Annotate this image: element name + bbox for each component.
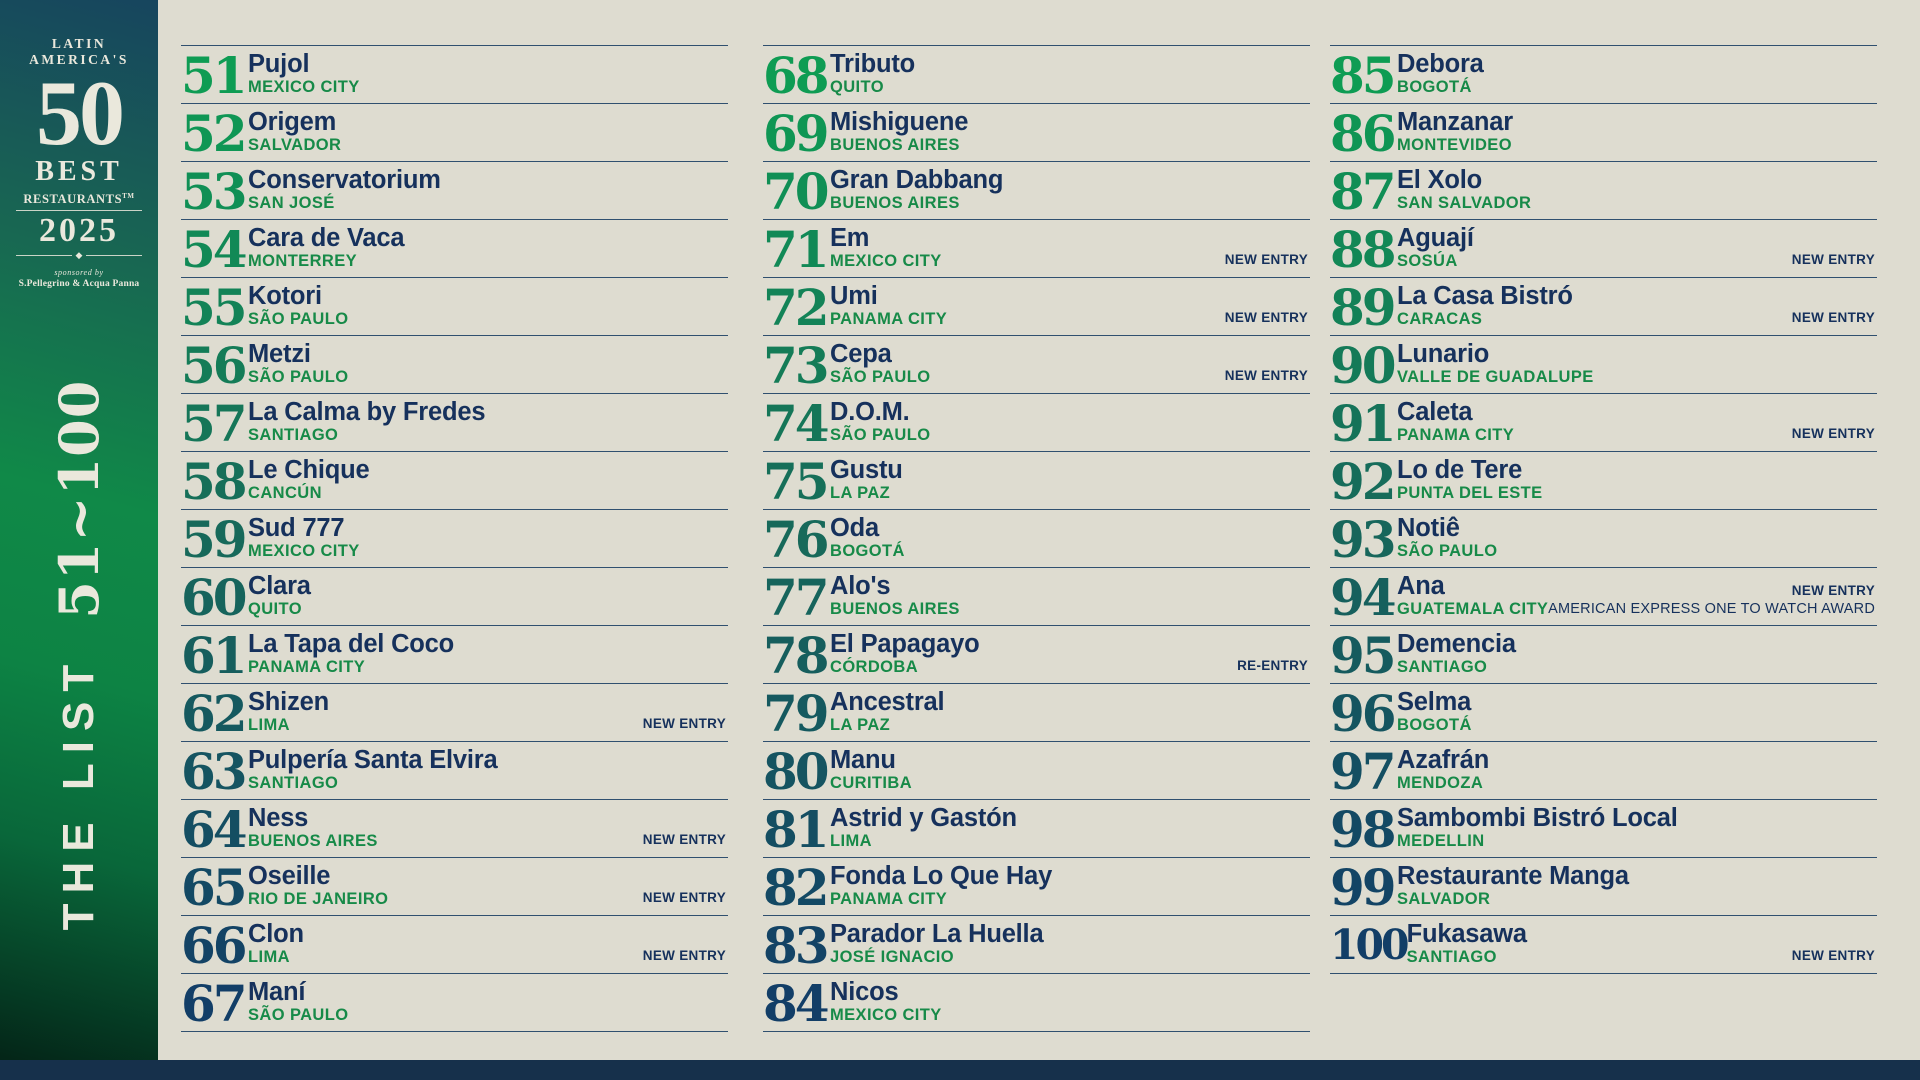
entry-info <box>1397 336 1594 393</box>
restaurant-city: BUENOS AIRES <box>830 194 960 212</box>
ornament-line-left <box>16 255 72 256</box>
entry-info <box>1397 626 1516 683</box>
list-item <box>1330 915 1877 973</box>
restaurant-name: Kotori <box>248 282 322 310</box>
entry-info <box>248 974 348 1031</box>
entry-info <box>248 220 404 277</box>
restaurant-name: Sud 777 <box>248 514 345 542</box>
rank-number: 69 <box>763 104 827 163</box>
entry-badge: NEW ENTRY <box>642 716 726 731</box>
list-item <box>763 509 1310 567</box>
list-item <box>1330 161 1877 219</box>
restaurant-name: D.O.M. <box>830 398 910 426</box>
restaurant-name: Lunario <box>1397 340 1490 368</box>
entry-info <box>248 858 388 915</box>
restaurant-city: MEXICO CITY <box>830 1006 942 1024</box>
list-item <box>763 567 1310 625</box>
entry-info <box>248 684 329 741</box>
rank-number: 82 <box>763 858 827 917</box>
restaurant-name: Debora <box>1397 50 1484 78</box>
rank-number: 89 <box>1330 278 1394 337</box>
list-item <box>763 277 1310 335</box>
entry-badge: NEW ENTRY <box>1791 948 1875 963</box>
logo-restaurants-text: RESTAURANTS <box>23 192 123 207</box>
rank-number: 73 <box>763 336 827 395</box>
rank-number: 79 <box>763 684 827 743</box>
restaurant-name: Oseille <box>248 862 331 890</box>
restaurant-name: Gran Dabbang <box>830 166 1004 194</box>
list-column-2 <box>763 45 1310 1032</box>
rank-number: 72 <box>763 278 827 337</box>
restaurant-name: Notiê <box>1397 514 1460 542</box>
list-item <box>181 161 728 219</box>
rank-number: 70 <box>763 162 827 221</box>
list-item <box>763 161 1310 219</box>
rank-number: 85 <box>1330 46 1394 105</box>
list-item <box>181 45 728 103</box>
bottom-bar <box>0 1060 1920 1080</box>
restaurant-name: Cepa <box>830 340 892 368</box>
restaurant-city: LIMA <box>248 948 290 966</box>
restaurant-name: Maní <box>248 978 306 1006</box>
entry-info <box>248 278 348 335</box>
entry-badge: RE-ENTRY <box>1237 658 1308 673</box>
list-item <box>181 277 728 335</box>
restaurant-city: QUITO <box>830 78 884 96</box>
list-item <box>763 219 1310 277</box>
rank-number: 74 <box>763 394 827 453</box>
list-item <box>1330 683 1877 741</box>
restaurant-city: LA PAZ <box>830 484 891 502</box>
rank-number: 67 <box>181 974 245 1033</box>
restaurant-city: GUATEMALA CITY <box>1397 600 1549 618</box>
restaurant-name: Metzi <box>248 340 311 368</box>
restaurant-name: Fonda Lo Que Hay <box>830 862 1053 890</box>
entry-info <box>1397 800 1678 857</box>
list-item <box>181 857 728 915</box>
restaurant-name: Parador La Huella <box>830 920 1044 948</box>
rank-number: 59 <box>181 510 245 569</box>
rank-number: 64 <box>181 800 245 859</box>
restaurant-city: SOSÚA <box>1397 252 1458 270</box>
list-item <box>1330 857 1877 915</box>
list-item <box>1330 103 1877 161</box>
list-item <box>1330 219 1877 277</box>
restaurant-name: Ana <box>1397 572 1445 600</box>
rank-number: 65 <box>181 858 245 917</box>
restaurant-city: LIMA <box>248 716 290 734</box>
entry-info <box>830 626 979 683</box>
list-item <box>763 451 1310 509</box>
restaurant-city: CARACAS <box>1397 310 1483 328</box>
restaurant-name: La Tapa del Coco <box>248 630 455 658</box>
restaurant-city: SALVADOR <box>1397 890 1491 908</box>
list-item <box>763 393 1310 451</box>
restaurant-name: Tributo <box>830 50 915 78</box>
entry-info <box>1407 916 1527 973</box>
list-item <box>181 799 728 857</box>
rank-number: 86 <box>1330 104 1394 163</box>
sponsored-by-label: sponsored by <box>54 268 104 278</box>
entry-info <box>830 510 905 567</box>
rank-number: 84 <box>763 974 827 1033</box>
entry-info <box>830 46 915 103</box>
restaurant-name: Fukasawa <box>1406 920 1527 948</box>
restaurant-city: SANTIAGO <box>248 426 339 444</box>
list-item <box>763 973 1310 1031</box>
restaurant-name: Ancestral <box>830 688 945 716</box>
restaurant-city: SANTIAGO <box>1406 948 1497 966</box>
vertical-title-range: 51~100 <box>47 379 111 619</box>
rank-number: 60 <box>181 568 245 627</box>
entry-info <box>248 510 360 567</box>
restaurant-city: VALLE DE GUADALUPE <box>1397 368 1594 386</box>
list-item <box>1330 567 1877 625</box>
rank-number: 61 <box>181 626 245 685</box>
trademark-symbol: TM <box>122 192 135 200</box>
list-item <box>763 683 1310 741</box>
list-item <box>1330 393 1877 451</box>
rank-number: 92 <box>1330 452 1394 511</box>
rank-number: 55 <box>181 278 245 337</box>
entry-info <box>830 684 944 741</box>
logo-best: BEST <box>35 156 123 187</box>
restaurant-city: CÓRDOBA <box>830 658 919 676</box>
rank-number: 75 <box>763 452 827 511</box>
entry-badge: NEW ENTRY <box>642 890 726 905</box>
restaurant-city: BOGOTÁ <box>830 542 905 560</box>
entry-info <box>830 278 947 335</box>
rank-number: 53 <box>181 162 245 221</box>
restaurant-name: Azafrán <box>1397 746 1490 774</box>
entry-info <box>830 974 942 1031</box>
entry-info <box>830 162 1003 219</box>
list-item <box>1330 45 1877 103</box>
list-item <box>1330 799 1877 857</box>
list-item <box>1330 625 1877 683</box>
restaurant-name: Cara de Vaca <box>248 224 405 252</box>
restaurant-name: Gustu <box>830 456 903 484</box>
restaurant-city: BOGOTÁ <box>1397 716 1472 734</box>
list-item <box>181 683 728 741</box>
vertical-title <box>47 379 111 931</box>
list-item <box>181 451 728 509</box>
list-item <box>763 915 1310 973</box>
rank-number: 56 <box>181 336 245 395</box>
rank-number: 99 <box>1330 858 1394 917</box>
restaurant-city: LIMA <box>830 832 872 850</box>
entry-info <box>1397 452 1543 509</box>
restaurant-name: Manu <box>830 746 896 774</box>
list-item <box>763 741 1310 799</box>
restaurant-city: CURITIBA <box>830 774 913 792</box>
rank-number: 76 <box>763 510 827 569</box>
restaurant-name: Restaurante Manga <box>1397 862 1629 890</box>
logo-ornament <box>16 251 142 260</box>
restaurant-name: Le Chique <box>248 456 370 484</box>
entry-badge: NEW ENTRY <box>1224 310 1308 325</box>
restaurant-name: Conservatorium <box>248 166 441 194</box>
entry-info <box>830 394 930 451</box>
restaurant-name: Umi <box>830 282 878 310</box>
entry-info <box>248 916 304 973</box>
restaurant-city: PANAMA CITY <box>248 658 366 676</box>
entry-badge: NEW ENTRY <box>1791 310 1875 325</box>
entry-info <box>1397 220 1474 277</box>
entry-info <box>830 104 968 161</box>
entry-info <box>1397 104 1513 161</box>
diamond-icon: ◆ <box>75 250 83 261</box>
entry-badge: NEW ENTRY <box>1224 252 1308 267</box>
entry-info <box>1397 162 1531 219</box>
restaurant-name: Manzanar <box>1397 108 1514 136</box>
restaurant-city: MEXICO CITY <box>248 78 360 96</box>
restaurant-name: Caleta <box>1397 398 1473 426</box>
restaurant-city: CANCÚN <box>248 484 322 502</box>
list-item <box>181 625 728 683</box>
restaurant-name: Clon <box>248 920 304 948</box>
restaurant-city: SÃO PAULO <box>830 426 931 444</box>
restaurant-city: RIO DE JANEIRO <box>248 890 389 908</box>
restaurant-name: El Papagayo <box>830 630 980 658</box>
restaurant-name: Ness <box>248 804 309 832</box>
rank-number: 80 <box>763 742 827 801</box>
restaurant-name: Oda <box>830 514 879 542</box>
restaurant-city: MEDELLIN <box>1397 832 1485 850</box>
rank-number: 57 <box>181 394 245 453</box>
entry-info <box>248 742 498 799</box>
restaurant-name: Em <box>830 224 870 252</box>
entry-info <box>248 336 348 393</box>
entry-info <box>1397 510 1497 567</box>
list-item <box>181 393 728 451</box>
restaurant-city: SALVADOR <box>248 136 342 154</box>
list-item <box>1330 741 1877 799</box>
entry-info <box>830 452 903 509</box>
list-item <box>181 741 728 799</box>
rank-number: 54 <box>181 220 245 279</box>
restaurant-city: PANAMA CITY <box>830 310 948 328</box>
restaurant-name: El Xolo <box>1397 166 1483 194</box>
rank-number: 90 <box>1330 336 1394 395</box>
entry-info <box>1397 684 1472 741</box>
list-item <box>181 335 728 393</box>
entry-info <box>830 742 912 799</box>
restaurant-name: Demencia <box>1397 630 1516 658</box>
rank-number: 51 <box>181 46 245 105</box>
list-item <box>763 799 1310 857</box>
restaurant-city: QUITO <box>248 600 302 618</box>
entry-info <box>1397 278 1573 335</box>
entry-info <box>248 162 441 219</box>
list-item <box>763 45 1310 103</box>
rank-number: 91 <box>1330 394 1394 453</box>
restaurant-city: BUENOS AIRES <box>830 136 960 154</box>
list-column-1 <box>181 45 728 1032</box>
restaurant-city: SÃO PAULO <box>248 1006 349 1024</box>
entry-info <box>248 800 378 857</box>
entry-badge: NEW ENTRY <box>1791 252 1875 267</box>
rank-number: 58 <box>181 452 245 511</box>
rank-number: 63 <box>181 742 245 801</box>
list-item <box>763 625 1310 683</box>
restaurant-name: La Calma by Fredes <box>248 398 486 426</box>
restaurant-city: PUNTA DEL ESTE <box>1397 484 1543 502</box>
entry-info <box>248 626 454 683</box>
rank-number: 88 <box>1330 220 1394 279</box>
list-item <box>181 509 728 567</box>
rank-number: 95 <box>1330 626 1394 685</box>
ranking-list <box>158 0 1920 1080</box>
rank-number: 83 <box>763 916 827 975</box>
restaurant-city: MONTEVIDEO <box>1397 136 1512 154</box>
entry-info <box>248 104 341 161</box>
restaurant-city: SÃO PAULO <box>248 368 349 386</box>
entry-badge: NEW ENTRY <box>1791 583 1875 598</box>
rank-number: 87 <box>1330 162 1394 221</box>
rank-number: 62 <box>181 684 245 743</box>
ornament-line-right <box>86 255 142 256</box>
restaurant-name: Aguají <box>1397 224 1474 252</box>
logo-restaurants <box>0 189 158 206</box>
restaurant-city: MEXICO CITY <box>830 252 942 270</box>
entry-info <box>830 220 942 277</box>
restaurant-city: MEXICO CITY <box>248 542 360 560</box>
restaurant-name: Pujol <box>248 50 310 78</box>
list-item <box>181 973 728 1031</box>
restaurant-name: Nicos <box>830 978 899 1006</box>
entry-info <box>830 800 1017 857</box>
fifty-best-logo <box>0 36 158 290</box>
entry-info <box>1397 568 1548 625</box>
rank-number: 96 <box>1330 684 1394 743</box>
restaurant-name: Mishiguene <box>830 108 969 136</box>
list-item <box>763 103 1310 161</box>
restaurant-name: Pulpería Santa Elvira <box>248 746 498 774</box>
restaurant-name: Sambombi Bistró Local <box>1397 804 1678 832</box>
restaurant-city: PANAMA CITY <box>1397 426 1515 444</box>
restaurant-city: BOGOTÁ <box>1397 78 1472 96</box>
logo-latin: LATIN <box>51 36 107 51</box>
restaurant-city: SÃO PAULO <box>830 368 931 386</box>
restaurant-name: Selma <box>1397 688 1472 716</box>
rank-number: 66 <box>181 916 245 975</box>
list-item <box>181 915 728 973</box>
logo-divider-top <box>16 210 142 211</box>
entry-info <box>1397 394 1514 451</box>
list-item <box>1330 335 1877 393</box>
restaurant-city: SAN JOSÉ <box>248 194 335 212</box>
vertical-title-the-list: THE LIST <box>54 654 103 931</box>
restaurant-city: BUENOS AIRES <box>830 600 960 618</box>
restaurant-city: JOSÉ IGNACIO <box>830 948 954 966</box>
list-item <box>763 857 1310 915</box>
rank-number: 68 <box>763 46 827 105</box>
rank-number: 97 <box>1330 742 1394 801</box>
logo-year: 2025 <box>39 212 119 250</box>
entry-info <box>830 568 960 625</box>
restaurant-city: BUENOS AIRES <box>248 832 378 850</box>
restaurant-city: MENDOZA <box>1397 774 1484 792</box>
list-item <box>1330 277 1877 335</box>
rank-number: 81 <box>763 800 827 859</box>
entry-info <box>1397 742 1489 799</box>
rank-number: 78 <box>763 626 827 685</box>
brand-sidebar <box>0 0 158 1080</box>
entry-info <box>830 336 930 393</box>
entry-badge: NEW ENTRY <box>642 832 726 847</box>
restaurant-name: La Casa Bistró <box>1397 282 1573 310</box>
sponsor-names: S.Pellegrino & Acqua Panna <box>18 279 140 290</box>
restaurant-city: SANTIAGO <box>248 774 339 792</box>
list-item <box>1330 509 1877 567</box>
restaurant-name: Astrid y Gastón <box>830 804 1017 832</box>
entry-info <box>248 452 369 509</box>
rank-number: 93 <box>1330 510 1394 569</box>
entry-info <box>830 916 1043 973</box>
restaurant-name: Alo's <box>830 572 891 600</box>
restaurant-city: SANTIAGO <box>1397 658 1488 676</box>
logo-americas: AMERICA'S <box>29 52 129 67</box>
restaurant-city: PANAMA CITY <box>830 890 948 908</box>
list-column-3 <box>1330 45 1877 974</box>
restaurant-city: LA PAZ <box>830 716 891 734</box>
list-item <box>1330 451 1877 509</box>
restaurant-city: SÃO PAULO <box>1397 542 1498 560</box>
list-item <box>181 103 728 161</box>
award-label: AMERICAN EXPRESS ONE TO WATCH AWARD <box>1548 601 1875 617</box>
rank-number: 77 <box>763 568 827 627</box>
list-item <box>763 335 1310 393</box>
rank-number: 100 <box>1330 921 1407 969</box>
list-item <box>181 567 728 625</box>
restaurant-name: Origem <box>248 108 337 136</box>
rank-number: 94 <box>1330 568 1394 627</box>
rank-number: 52 <box>181 104 245 163</box>
restaurant-name: Lo de Tere <box>1397 456 1523 484</box>
entry-badge: NEW ENTRY <box>642 948 726 963</box>
entry-info <box>1397 858 1629 915</box>
restaurant-city: MONTERREY <box>248 252 358 270</box>
list-item <box>181 219 728 277</box>
rank-number: 71 <box>763 220 827 279</box>
rank-number: 98 <box>1330 800 1394 859</box>
entry-info <box>248 46 360 103</box>
restaurant-name: Shizen <box>248 688 329 716</box>
entry-info <box>1397 46 1484 103</box>
restaurant-name: Clara <box>248 572 311 600</box>
logo-50: 50 <box>36 62 122 164</box>
entry-info <box>248 568 311 625</box>
restaurant-city: SAN SALVADOR <box>1397 194 1532 212</box>
entry-info <box>830 858 1052 915</box>
entry-info <box>248 394 485 451</box>
entry-badge: NEW ENTRY <box>1224 368 1308 383</box>
entry-badge: NEW ENTRY <box>1791 426 1875 441</box>
restaurant-city: SÃO PAULO <box>248 310 349 328</box>
